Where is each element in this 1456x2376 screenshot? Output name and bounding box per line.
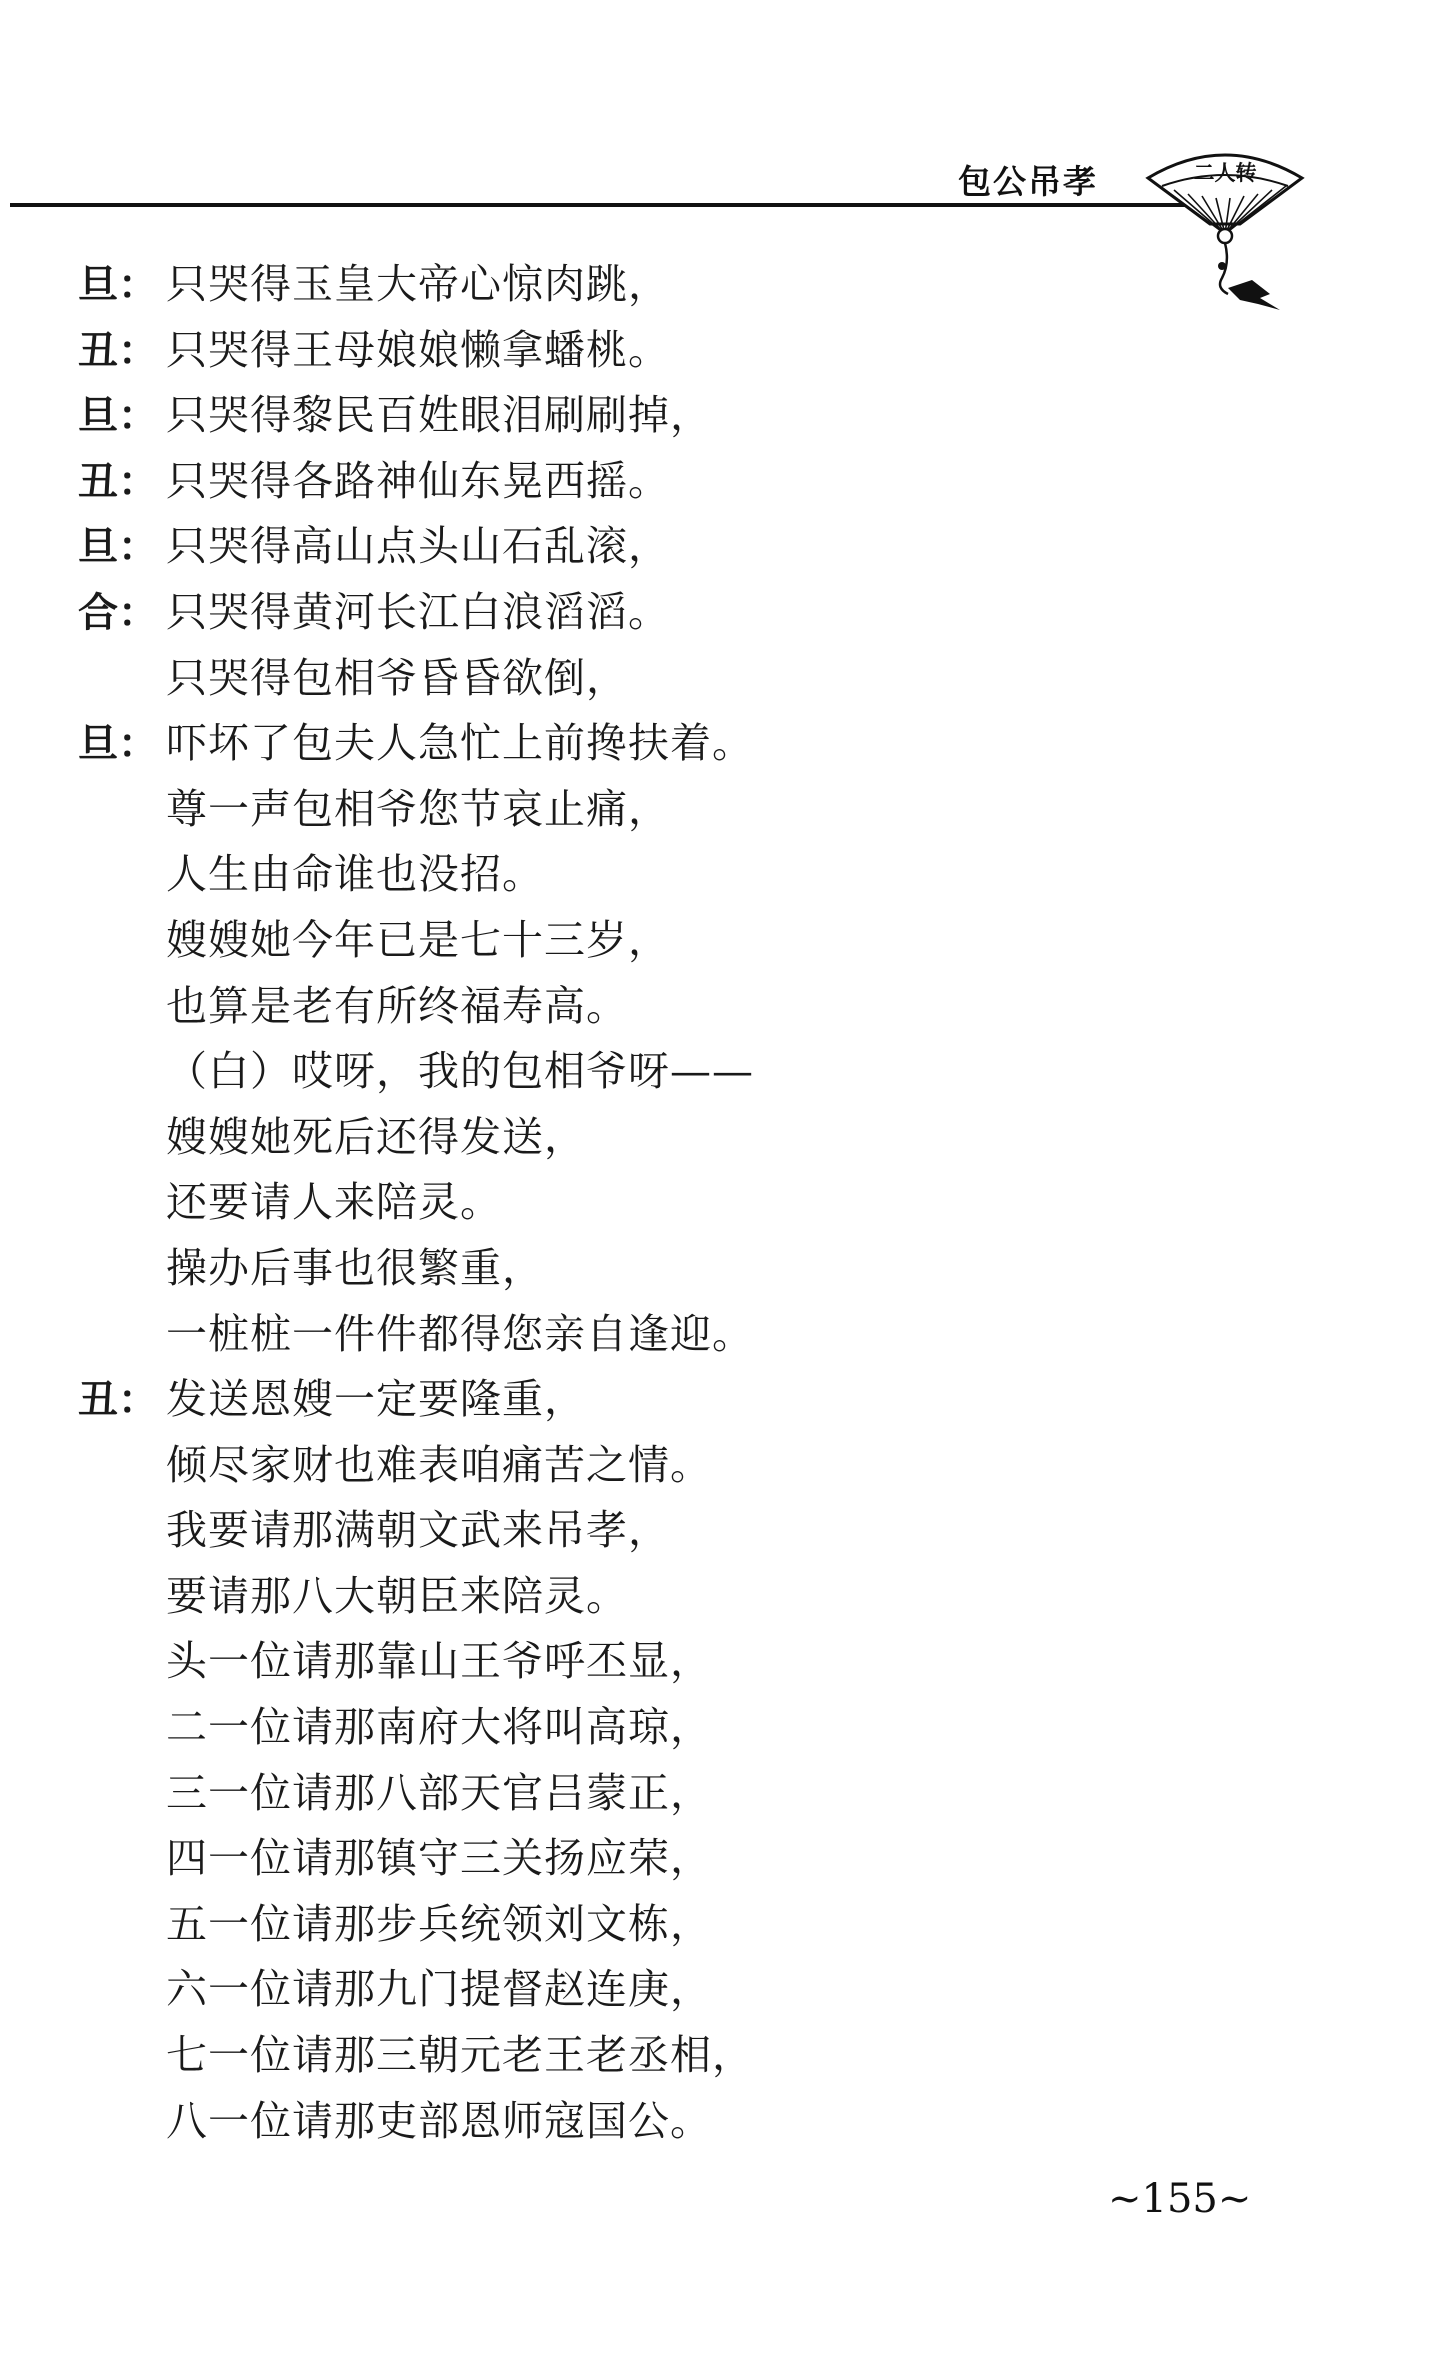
line-text: 嫂嫂她今年已是七十三岁， — [166, 915, 670, 964]
script-line — [78, 646, 1178, 712]
role-marker: 丑： — [78, 458, 158, 505]
script-line — [78, 1302, 1178, 1368]
script-line — [78, 252, 1178, 318]
line-text: 也算是老有所终福寿高。 — [166, 981, 628, 1030]
role-marker: 丑： — [78, 327, 158, 374]
line-text: 还要请人来陪灵。 — [166, 1178, 502, 1227]
script-line — [78, 1367, 1178, 1433]
line-text: 人生由命谁也没招。 — [166, 850, 544, 899]
script-line — [78, 1170, 1178, 1236]
script-line — [78, 711, 1178, 777]
line-text: 我要请那满朝文武来吊孝， — [166, 1506, 670, 1555]
script-line — [78, 842, 1178, 908]
script-line — [78, 1433, 1178, 1499]
script-line — [78, 777, 1178, 843]
line-text: 发送恩嫂一定要隆重， — [166, 1375, 586, 1424]
script-line — [78, 1957, 1178, 2023]
script-line — [78, 1826, 1178, 1892]
line-text: 倾尽家财也难表咱痛苦之情。 — [166, 1440, 712, 1489]
script-line — [78, 449, 1178, 515]
line-text: （白）哎呀，我的包相爷呀—— — [166, 1047, 754, 1096]
line-text: 八一位请那吏部恩师寇国公。 — [166, 2096, 712, 2145]
line-text: 只哭得王母娘娘懒拿蟠桃。 — [166, 325, 670, 374]
script-line — [78, 1039, 1178, 1105]
line-text: 七一位请那三朝元老王老丞相， — [166, 2031, 754, 2080]
script-line — [78, 1236, 1178, 1302]
script-line — [78, 1695, 1178, 1761]
role-marker: 旦： — [78, 393, 158, 440]
running-header-title: 包公吊孝 — [958, 162, 1098, 201]
script-line — [78, 1629, 1178, 1695]
line-text: 只哭得各路神仙东晃西摇。 — [166, 456, 670, 505]
script-line — [78, 2023, 1178, 2089]
line-text: 只哭得玉皇大帝心惊肉跳， — [166, 260, 670, 308]
line-text: 操办后事也很繁重， — [166, 1243, 544, 1292]
script-line — [78, 1498, 1178, 1564]
line-text: 六一位请那九门提督赵连庚， — [166, 1965, 712, 2014]
script-line — [78, 974, 1178, 1040]
line-text: 二一位请那南府大将叫高琼， — [166, 1703, 712, 1752]
script-line — [78, 514, 1178, 580]
role-marker: 旦： — [78, 524, 158, 571]
line-text: 头一位请那靠山王爷呼丕显， — [166, 1637, 712, 1686]
role-marker: 丑： — [78, 1377, 158, 1424]
line-text: 吓坏了包夫人急忙上前搀扶着。 — [166, 719, 754, 768]
line-text: 一桩桩一件件都得您亲自逢迎。 — [166, 1309, 754, 1358]
page-number: ~155~ — [1108, 2176, 1252, 2222]
script-line — [78, 580, 1178, 646]
role-marker: 合： — [78, 589, 158, 636]
script-line — [78, 908, 1178, 974]
script-line — [78, 1564, 1178, 1630]
line-text: 五一位请那步兵统领刘文栋， — [166, 1899, 712, 1948]
header-rule — [10, 203, 1210, 207]
script-line — [78, 2089, 1178, 2155]
line-text: 只哭得高山点头山石乱滚， — [166, 522, 670, 571]
line-text: 三一位请那八部天官吕蒙正， — [166, 1768, 712, 1817]
line-text: 嫂嫂她死后还得发送， — [166, 1112, 586, 1161]
role-marker: 旦： — [78, 721, 158, 768]
script-line — [78, 1105, 1178, 1171]
role-marker: 旦： — [78, 262, 158, 308]
line-text: 只哭得包相爷昏昏欲倒， — [166, 653, 628, 702]
script-line — [78, 383, 1178, 449]
script-lines — [78, 252, 1178, 2154]
line-text: 尊一声包相爷您节哀止痛， — [166, 784, 670, 833]
script-line — [78, 1761, 1178, 1827]
line-text: 只哭得黎民百姓眼泪刷刷掉， — [166, 391, 712, 440]
series-label: 二人转 — [1193, 161, 1257, 185]
line-text: 要请那八大朝臣来陪灵。 — [166, 1571, 628, 1620]
script-line — [78, 318, 1178, 384]
line-text: 四一位请那镇守三关扬应荣， — [166, 1834, 712, 1883]
line-text: 只哭得黄河长江白浪滔滔。 — [166, 587, 670, 636]
script-line — [78, 1892, 1178, 1958]
